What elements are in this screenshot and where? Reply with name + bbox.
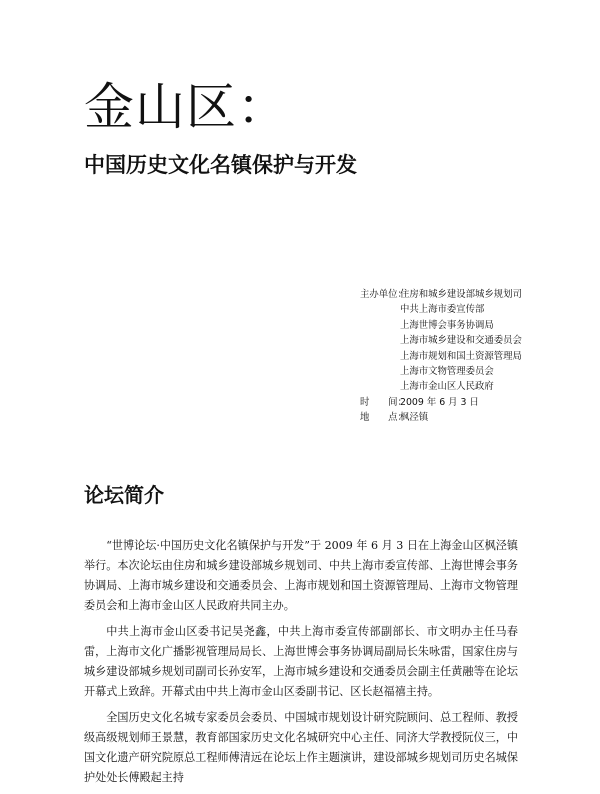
organizers-label: 主办单位： bbox=[360, 289, 407, 300]
time-value: 2009 年 6 月 3 日 bbox=[400, 396, 479, 408]
page-title: 金山区： bbox=[84, 78, 288, 136]
section-heading: 论坛简介 bbox=[84, 483, 164, 507]
intro-paragraph: 全国历史文化名城专家委员会委员、中国城市规划设计研究院顾问、总工程师、教授级高级规划师王景慧，教育部国家历史文化名城研究中心主任、同济大学教授阮仪三，中国文化遗产研究院原总工程师傅清远在论坛上作主题演讲，建设部城乡规划司历史名城保护处处长傅殿起主持 bbox=[84, 711, 518, 784]
time-row bbox=[360, 395, 522, 410]
organizer-item: 上海市城乡建设和交通委员会 bbox=[400, 335, 522, 347]
organizer-item: 上海市规划和国土资源管理局 bbox=[400, 350, 522, 362]
place-value: 枫泾镇 bbox=[400, 412, 429, 424]
organizers-list bbox=[400, 287, 522, 395]
place-row bbox=[360, 410, 522, 425]
organizer-item: 上海市金山区人民政府 bbox=[400, 381, 494, 393]
organizer-item: 中共上海市委宣传部 bbox=[400, 304, 485, 316]
forum-info-block bbox=[360, 287, 522, 426]
page-subtitle: 中国历史文化名镇保护与开发 bbox=[84, 153, 357, 177]
intro-body bbox=[84, 536, 518, 794]
organizers-row bbox=[360, 287, 522, 395]
place-label: 地 点： bbox=[360, 412, 407, 424]
organizer-item: 上海世博会事务协调局 bbox=[400, 319, 494, 331]
organizer-item: 住房和城乡建设部城乡规划司 bbox=[400, 289, 522, 300]
time-label: 时 间： bbox=[360, 396, 407, 408]
organizer-item: 上海市文物管理委员会 bbox=[400, 366, 494, 378]
intro-paragraph: “世博论坛·中国历史文化名镇保护与开发”于 2009 年 6 月 3 日在上海金山区枫泾镇举行。本次论坛由住房和城乡建设部城乡规划司、中共上海市委宣传部、上海世博会事务协调局、上海市城乡建设和交通委员会、上海市规划和国土资源管理局、上海市文物管理委员会和上海市金山区人民政府共同主办。 bbox=[84, 539, 518, 612]
intro-paragraph: 中共上海市金山区委书记吴尧鑫，中共上海市委宣传部副部长、市文明办主任马春雷，上海市文化广播影视管理局局长、上海世博会事务协调局副局长朱咏雷，国家住房与城乡建设部城乡规划司副司长孙安军，上海市城乡建设和交通委员会副主任黄融等在论坛开幕式上致辞。开幕式由中共上海市金山区委副书记、区长赵福禧主持。 bbox=[84, 625, 518, 698]
